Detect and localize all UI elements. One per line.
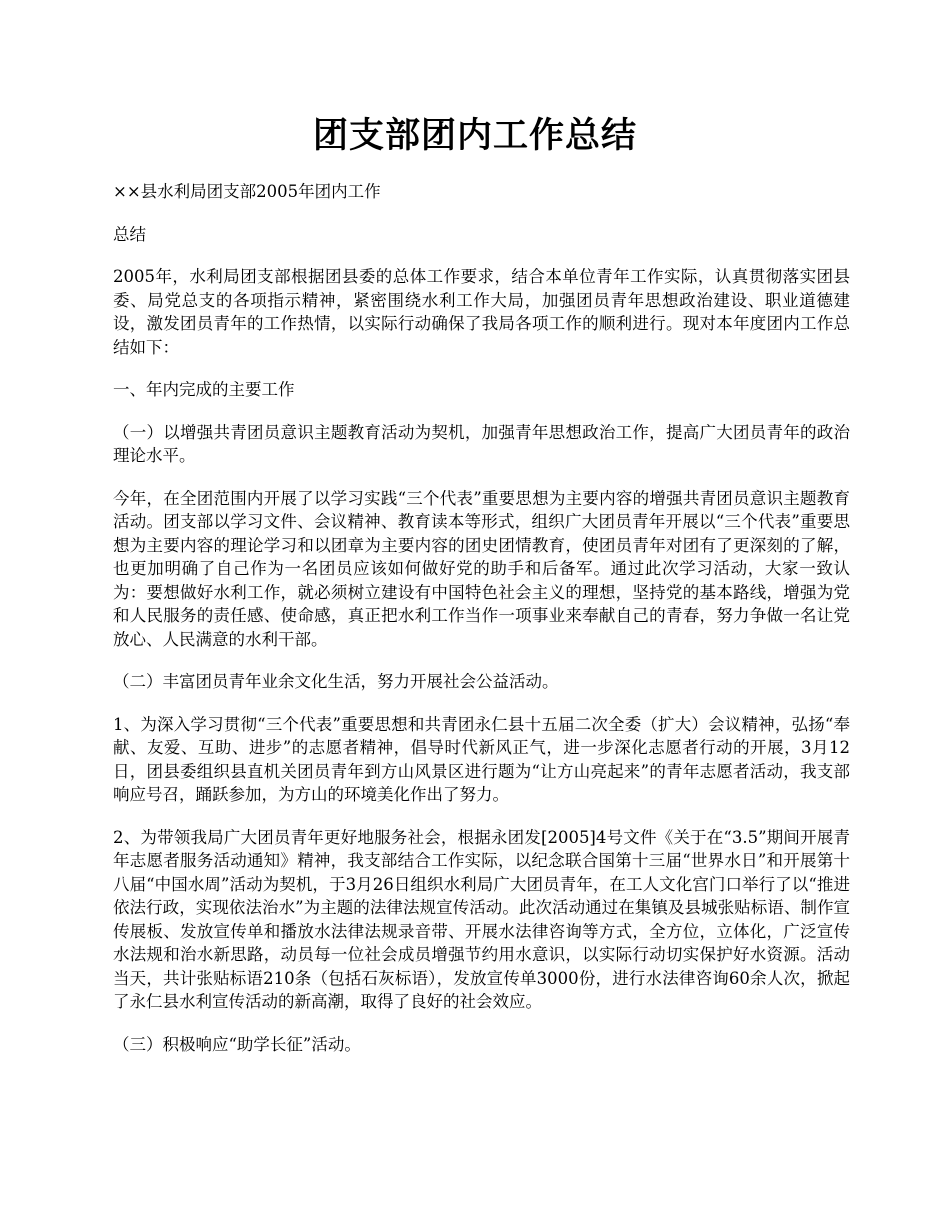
subsection-heading-1: （一）以增强共青团员意识主题教育活动为契机，加强青年思想政治工作，提高广大团员青年的政治理论水平。 [113,422,850,465]
subtitle-line-2: 总结 [113,224,146,244]
subsection-heading-3: （三）积极响应“助学长征”活动。 [113,1034,361,1054]
body-paragraph: 今年，在全团范围内开展了以学习实践“三个代表”重要思想为主要内容的增强共青团员意识主题教育活动。团支部以学习文件、会议精神、教育读本等形式，组织广大团员青年开展以“三个代表”重要思想为主要内容的理论学习和以团章为主要内容的团史团情教育，使团员青年对团有了更深刻的了解，也更加明确了自己作为一名团员应该如何做好党的助手和后备军。通过此次学习活动，大家一致认为：要想做好水利工作，就必须树立建设有中国特色社会主义的理想，坚持党的基本路线，增强为党和人民服务的责任感、使命感，真正把水利工作当作一项事业来奉献自己的青春，努力争做一名让党放心、人民满意的水利干部。 [113,488,850,649]
document-body [113,180,850,1075]
document-title: 团支部团内工作总结 [312,116,637,156]
body-paragraph: 2、为带领我局广大团员青年更好地服务社会，根据永团发[2005]4号文件《关于在“3.5”期间开展青年志愿者服务活动通知》精神，我支部结合工作实际，以纪念联合国第十三届“世界水日”和开展第十八届“中国水周”活动为契机，于3月26日组织水利局广大团员青年，在工人文化宫门口举行了以“推进依法行政，实现依法治水”为主题的法律法规宣传活动。此次活动通过在集镇及县城张贴标语、制作宣传展板、发放宣传单和播放水法律法规录音带、开展水法律咨询等方式，全方位，立体化，广泛宣传水法规和治水新思路，动员每一位社会成员增强节约用水意识，以实际行动切实保护好水资源。活动当天，共计张贴标语210条（包括石灰标语），发放宣传单3000份，进行水法律咨询60余人次，掀起了永仁县水利宣传活动的新高潮，取得了良好的社会效应。 [113,827,850,1011]
subtitle-line-1: ××县水利局团支部2005年团内工作 [113,182,381,201]
body-paragraph: 1、为深入学习贯彻“三个代表”重要思想和共青团永仁县十五届二次全委（扩大）会议精神，弘扬“奉献、友爱、互助、进步”的志愿者精神，倡导时代新风正气，进一步深化志愿者行动的开展，3月12日，团县委组织县直机关团员青年到方山风景区进行题为“让方山亮起来”的青年志愿者活动，我支部响应号召，踊跃参加，为方山的环境美化作出了努力。 [113,714,850,804]
subsection-heading-2: （二）丰富团员青年业余文化生活，努力开展社会公益活动。 [113,672,559,691]
section-heading-main-work: 一、年内完成的主要工作 [113,380,295,399]
intro-paragraph: 2005年，水利局团支部根据团县委的总体工作要求，结合本单位青年工作实际，认真贯彻落实团县委、局党总支的各项指示精神，紧密围绕水利工作大局，加强团员青年思想政治建设、职业道德建设，激发团员青年的工作热情，以实际行动确保了我局各项工作的顺利进行。现对本年度团内工作总结如下： [113,267,850,357]
